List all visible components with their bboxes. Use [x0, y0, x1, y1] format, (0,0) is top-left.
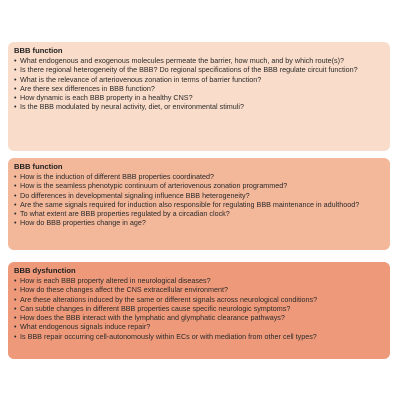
question-item: • How is the seamless phenotypic continuum of arteriovenous zonation programmed? [14, 181, 384, 190]
question-item: • Are the same signals required for induction also responsible for regulating BBB maintenance in adulthood? [14, 200, 384, 209]
question-item: • Are these alterations induced by the same or different signals across neurological conditions? [14, 295, 384, 304]
question-item: • What is the relevance of arteriovenous zonation in terms of barrier function? [14, 75, 384, 84]
question-item: • How dynamic is each BBB property in a healthy CNS? [14, 93, 384, 102]
question-item: • How is each BBB property altered in neurological diseases? [14, 276, 384, 285]
question-item: • Is BBB repair occurring cell-autonomously within ECs or with mediation from other cell types? [14, 332, 384, 341]
section-title: BBB dysfunction [14, 266, 76, 275]
section-bbb-function-1 [8, 42, 390, 151]
section-title: BBB function [14, 162, 63, 171]
question-item: • How do BBB properties change in age? [14, 218, 384, 227]
question-list [14, 172, 384, 228]
question-list [14, 276, 384, 341]
question-item: • What endogenous signals induce repair? [14, 322, 384, 331]
section-bbb-function-2 [8, 158, 390, 250]
question-item: • Are there sex differences in BBB function? [14, 84, 384, 93]
question-item: • Is the BBB modulated by neural activity, diet, or environmental stimuli? [14, 102, 384, 111]
section-bbb-dysfunction [8, 262, 390, 359]
question-item: • What endogenous and exogenous molecules permeate the barrier, how much, and by which route(s)? [14, 56, 384, 65]
question-item: • How do these changes affect the CNS extracellular environment? [14, 285, 384, 294]
question-item: • To what extent are BBB properties regulated by a circadian clock? [14, 209, 384, 218]
section-title: BBB function [14, 46, 63, 55]
question-item: • Is there regional heterogeneity of the BBB? Do regional specifications of the BBB regulate circuit function? [14, 65, 384, 74]
question-item: • Can subtle changes in different BBB properties cause specific neurologic symptoms? [14, 304, 384, 313]
question-item: • How is the induction of different BBB properties coordinated? [14, 172, 384, 181]
question-item: • How does the BBB interact with the lymphatic and glymphatic clearance pathways? [14, 313, 384, 322]
question-list [14, 56, 384, 112]
question-item: • Do differences in developmental signaling influence BBB heterogeneity? [14, 191, 384, 200]
